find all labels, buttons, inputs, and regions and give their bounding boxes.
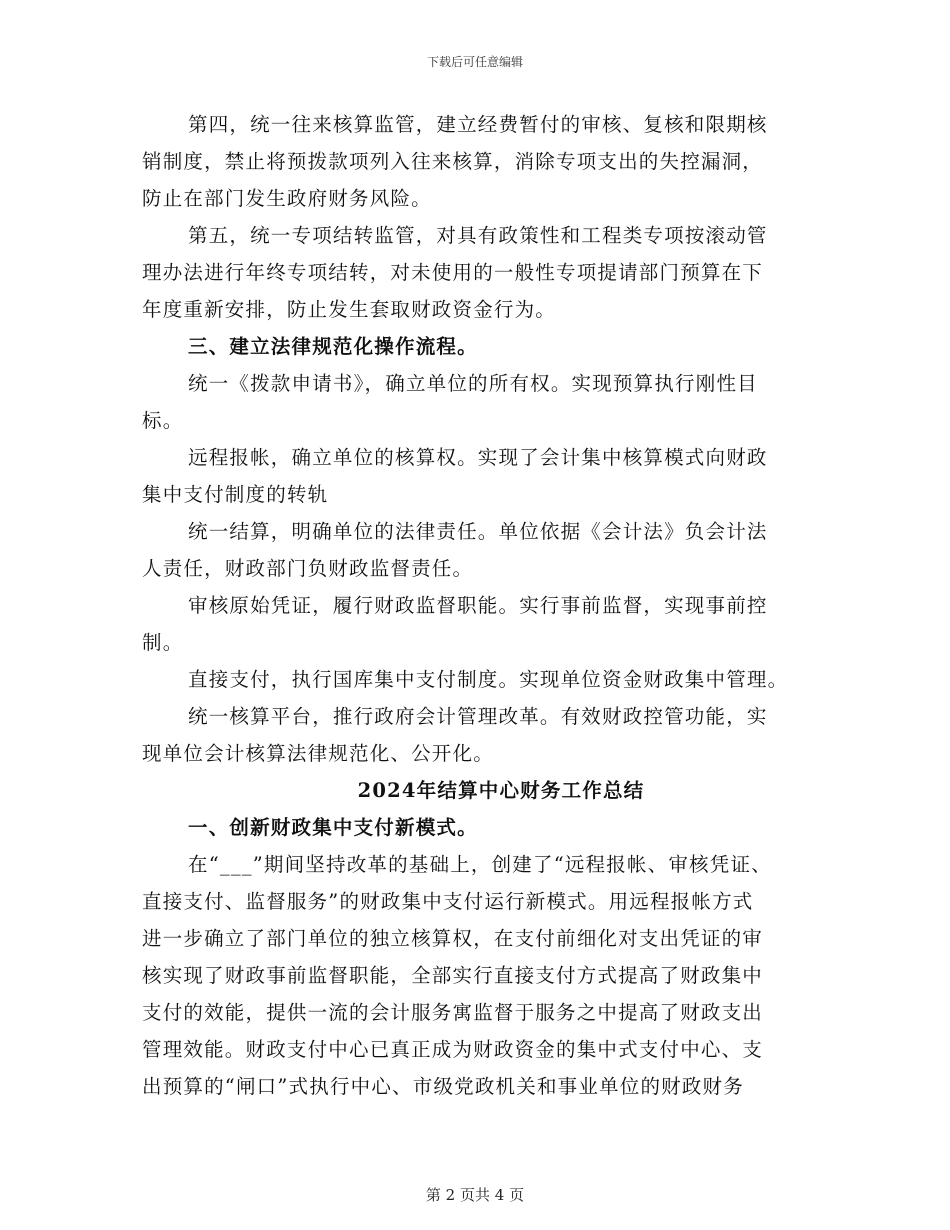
document-title: 2024年结算中心财务工作总结: [357, 779, 645, 802]
paragraph-line: 远程报帐，确立单位的核算权。实现了会计集中核算模式向财政: [188, 446, 768, 469]
paragraph-line: 直接支付，执行国库集中支付制度。实现单位资金财政集中管理。: [188, 668, 789, 691]
paragraph-line: 直接支付、监督服务”的财政集中支付运行新模式。用远程报帐方式: [142, 890, 754, 913]
paragraph-line: 在“___”期间坚持改革的基础上，创建了“远程报帐、审核凭证、: [188, 853, 772, 876]
paragraph-line: 审核原始凭证，履行财政监督职能。实行事前监督，实现事前控: [188, 594, 768, 617]
paragraph-line: 防止在部门发生政府财务风险。: [142, 187, 432, 210]
document-body: [142, 106, 832, 1105]
paragraph-line: 人责任，财政部门负财政监督责任。: [142, 557, 474, 580]
paragraph-line: 核实现了财政事前监督职能，全部实行直接支付方式提高了财政集中: [142, 964, 764, 987]
paragraph-line: 出预算的“闸口”式执行中心、市级党政机关和事业单位的财政财务: [142, 1075, 744, 1098]
paragraph-line: 集中支付制度的转轨: [142, 483, 329, 506]
paragraph-line: 理办法进行年终专项结转，对未使用的一般性专项提请部门预算在下: [142, 261, 764, 284]
paragraph-line: 标。: [142, 409, 184, 432]
paragraph-line: 第五，统一专项结转监管，对具有政策性和工程类专项按滚动管: [188, 224, 768, 247]
paragraph-line: 进一步确立了部门单位的独立核算权，在支付前细化对支出凭证的审: [142, 927, 764, 950]
section-heading: 一、创新财政集中支付新模式。: [188, 816, 478, 839]
paragraph-line: 统一结算，明确单位的法律责任。单位依据《会计法》负会计法: [188, 520, 768, 543]
paragraph-line: 管理效能。财政支付中心已真正成为财政资金的集中式支付中心、支: [142, 1038, 764, 1061]
page-footer: 第 2 页共 4 页: [425, 1186, 525, 1204]
page-header: 下载后可任意编辑: [426, 55, 523, 69]
paragraph-line: 第四，统一往来核算监管，建立经费暂付的审核、复核和限期核: [188, 113, 768, 136]
paragraph-line: 统一《拨款申请书》，确立单位的所有权。实现预算执行刚性目: [188, 372, 758, 395]
paragraph-line: 现单位会计核算法律规范化、公开化。: [142, 742, 494, 765]
paragraph-line: 年度重新安排，防止发生套取财政资金行为。: [142, 298, 557, 321]
paragraph-line: 制。: [142, 631, 184, 654]
paragraph-line: 支付的效能，提供一流的会计服务寓监督于服务之中提高了财政支出: [142, 1001, 764, 1024]
section-heading: 三、建立法律规范化操作流程。: [188, 335, 478, 358]
paragraph-line: 销制度，禁止将预拨款项列入往来核算，消除专项支出的失控漏洞，: [142, 150, 764, 173]
paragraph-line: 统一核算平台，推行政府会计管理改革。有效财政控管功能，实: [188, 705, 768, 728]
